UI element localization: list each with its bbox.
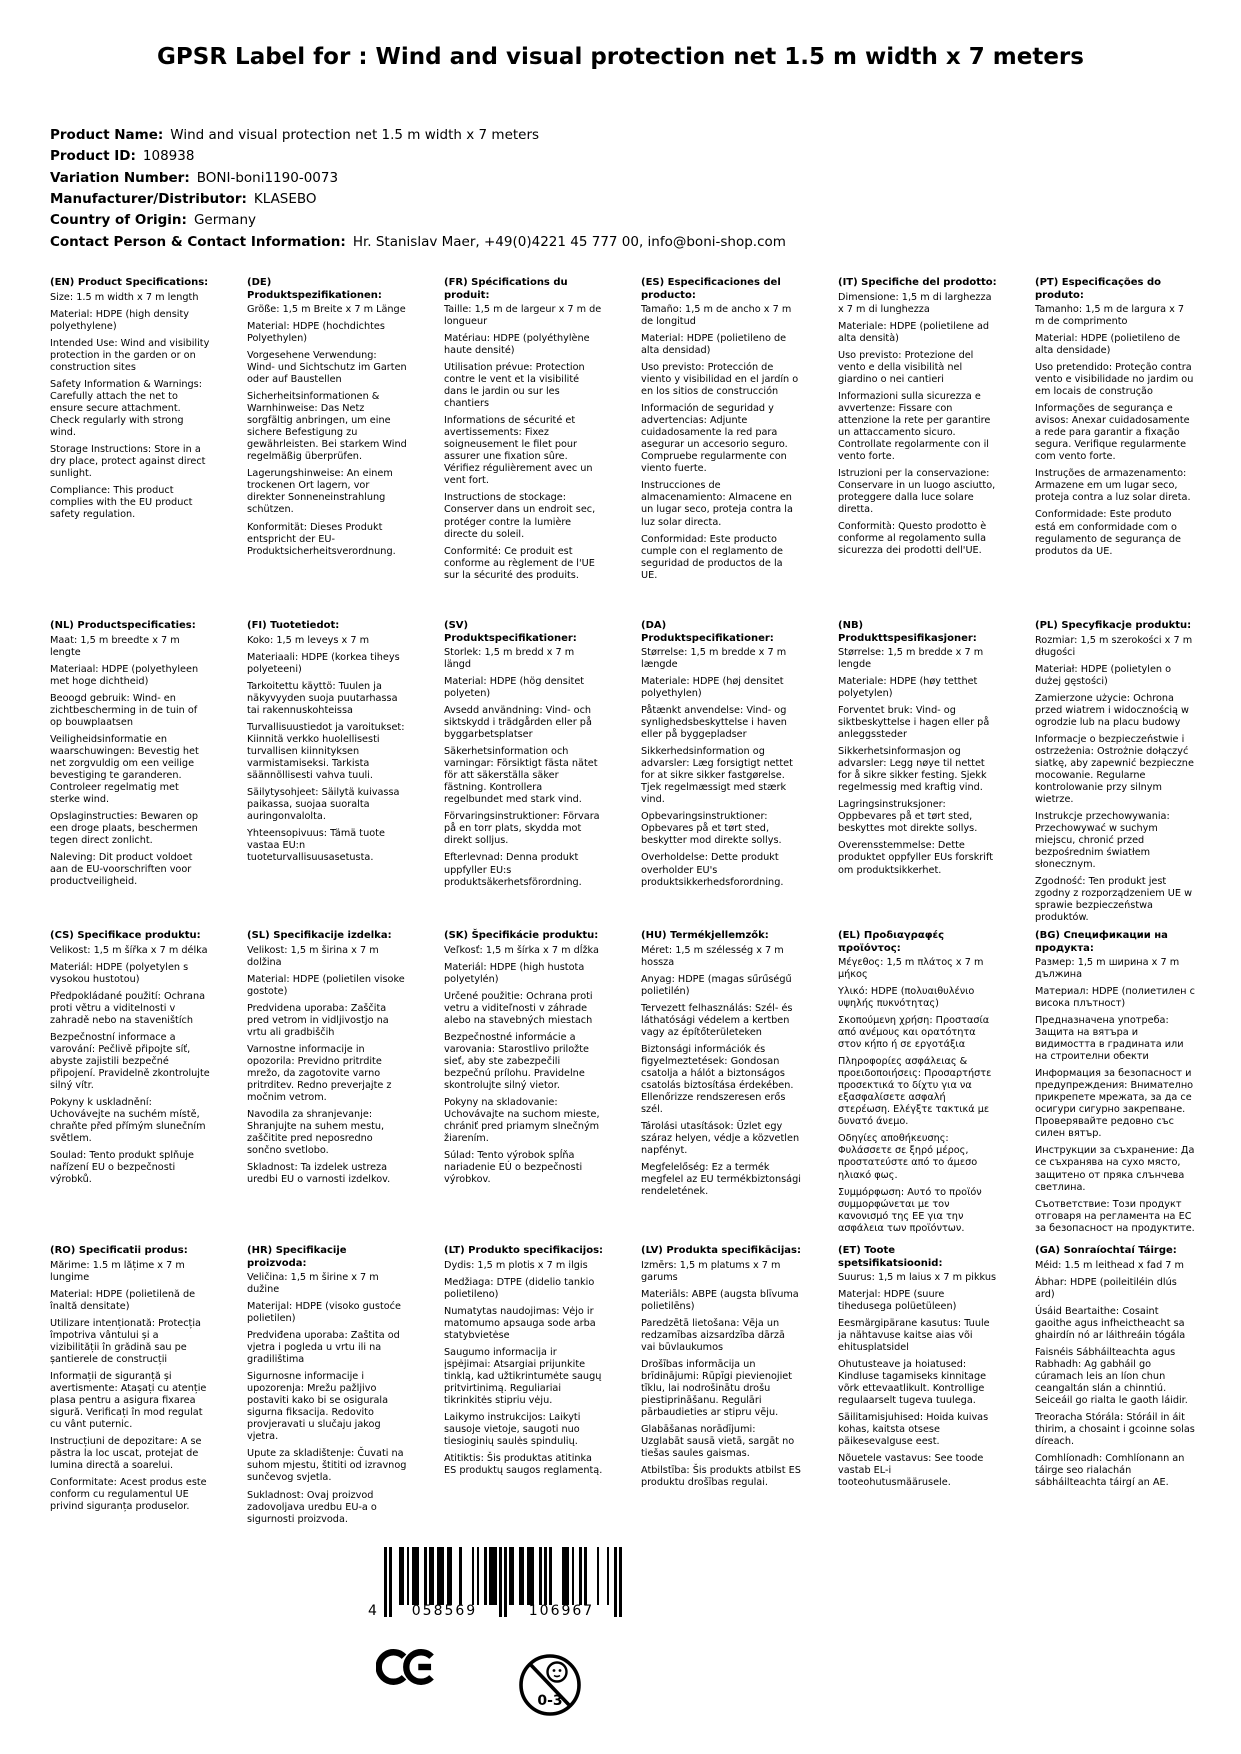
spec-block-header: (ES) Especificaciones del producto:: [641, 277, 781, 301]
spec-block-nb: [838, 620, 998, 930]
spec-paragraph: Instruções de armazenamento: Armazene em um lugar seco, proteja contra a luz solar direta.: [1035, 468, 1191, 504]
spec-paragraph: Υλικό: HDPE (πολυαιθυλένιο υψηλής πυκνότητας): [838, 986, 975, 1010]
spec-paragraph: Storage Instructions: Store in a dry place, protect against direct sunlight.: [50, 443, 206, 479]
spec-paragraph: Ábhar: HDPE (poileitiléin dlús ard): [1035, 1276, 1177, 1300]
spec-block-sv: [444, 620, 604, 930]
barcode: [368, 1547, 622, 1635]
age-warning-0-3-icon: [516, 1647, 584, 1723]
spec-paragraph: Sukladnost: Ovaj proizvod zadovoljava uredbu EU-a o sigurnosti proizvoda.: [247, 1489, 377, 1525]
product-info-line: [50, 232, 1191, 253]
spec-paragraph: Méret: 1,5 m szélesség x 7 m hossza: [641, 944, 784, 968]
spec-paragraph: Conformitate: Acest produs este conform cu regulamentul UE privind siguranța produselor.: [50, 1477, 207, 1513]
spec-block-header: (SK) Špecifikácie produktu:: [444, 930, 599, 942]
spec-block-header: (SL) Specifikacije izdelka:: [247, 930, 392, 942]
spec-block-header: (GA) Sonraíochtaí Táirge:: [1035, 1245, 1177, 1257]
spec-block-header: (SV) Produktspecifikationer:: [444, 620, 577, 644]
spec-paragraph: Instrukcje przechowywania: Przechowywać w suchym miejscu, chronić przed bezpośrednim światłem słonecznym.: [1035, 810, 1170, 871]
spec-block-it: [838, 277, 998, 620]
spec-paragraph: Förvaringsinstruktioner: Förvara på en torr plats, skydda mot direkt solljus.: [444, 811, 600, 847]
page-title: GPSR Label for : Wind and visual protection net 1.5 m width x 7 meters: [157, 44, 1084, 70]
spec-paragraph: Materijal: HDPE (visoko gustoće polietilen): [247, 1301, 401, 1325]
product-info-label: Manufacturer/Distributor:: [50, 191, 247, 208]
spec-paragraph: Sigurnosne informacije i upozorenja: Mrežu pažljivo postaviti kako bi se osigurala sigurna fiksacija. Redovito provjeravati u slučaju jakog vjetra.: [247, 1371, 389, 1443]
spec-block-header: (LT) Produkto specifikacijos:: [444, 1245, 604, 1257]
spec-paragraph: Tamanho: 1,5 m de largura x 7 m de comprimento: [1035, 304, 1185, 328]
spec-paragraph: Informații de siguranță și avertismente: Atașați cu atenție plasa pentru a asigura fixarea sigură. Verificați în mod regulat cu vânt puternic.: [50, 1370, 207, 1430]
spec-paragraph: Veľkosť: 1,5 m šírka x 7 m dĺžka: [444, 944, 599, 956]
spec-paragraph: Sikkerhedsinformation og advarsler: Læg forsigtigt nettet for at sikre sikker fastgørelse. Tjek regelmæssigt med stærk vind.: [641, 746, 793, 806]
spec-paragraph: Material: HDPE (polietileno de alta densidade): [1035, 333, 1181, 357]
spec-paragraph: Numatytas naudojimas: Vėjo ir matomumo apsauga sode arba statybvietėse: [444, 1305, 596, 1341]
spec-paragraph: Materjal: HDPE (suure tihedusega polüetüleen): [838, 1289, 957, 1313]
spec-paragraph: Safety Information & Warnings: Carefully attach the net to ensure secure attachment. Check regularly with strong wind.: [50, 378, 202, 438]
spec-paragraph: Μέγεθος: 1,5 m πλάτος x 7 m μήκος: [838, 957, 984, 981]
spec-paragraph: Paredzētā lietošana: Vēja un redzamības aizsardzība dārzā vai būvlaukumos: [641, 1317, 785, 1353]
spec-paragraph: Předpokládané použití: Ochrana proti větru a viditelnosti v zahradě nebo na staveništích: [50, 990, 206, 1026]
spec-block-header: (HR) Specifikacije proizvoda:: [247, 1245, 347, 1269]
spec-paragraph: Bezpečnostní informace a varování: Pečlivě připojte síť, abyste zajistili bezpečné připojení. Pravidelně zkontrolujte silný vítr.: [50, 1031, 210, 1091]
spec-block-ga: [1035, 1245, 1195, 1531]
spec-paragraph: Informacje o bezpieczeństwie i ostrzeżenia: Ostrożnie dołączyć siatkę, aby zapewnić bezpieczne mocowanie. Regularne kontrolowanie przy silnym wietrze.: [1035, 733, 1194, 805]
spec-block-da: [641, 620, 801, 930]
spec-paragraph: Materiál: HDPE (polyetylen s vysokou hustotou): [50, 961, 189, 985]
spec-block-header: (FR) Spécifications du produit:: [444, 277, 568, 301]
spec-paragraph: Compliance: This product complies with the EU product safety regulation.: [50, 484, 193, 521]
spec-paragraph: Maat: 1,5 m breedte x 7 m lengte: [50, 634, 180, 658]
product-info-label: Product Name:: [50, 127, 164, 144]
product-info-label: Product ID:: [50, 148, 136, 165]
spec-paragraph: Información de seguridad y advertencias: Adjunte cuidadosamente la red para asegurar un accesorio seguro. Compruebe regularmente con viento fuerte.: [641, 403, 788, 475]
spec-block-pl: [1035, 620, 1195, 930]
spec-paragraph: Overholdelse: Dette produkt overholder EU's produktsikkerhedsforordning.: [641, 852, 784, 888]
product-info-label: Country of Origin:: [50, 212, 187, 229]
spec-block-sl: [247, 930, 407, 1245]
spec-paragraph: Anyag: HDPE (magas sűrűségű polietilén): [641, 973, 792, 997]
spec-paragraph: Ohutusteave ja hoiatused: Kindluse tagamiseks kinnitage võrk ettevaatlikult. Kontrollige regulaarselt tugeva tuulega.: [838, 1359, 987, 1407]
spec-block-sk: [444, 930, 604, 1245]
spec-paragraph: Turvallisuustiedot ja varoitukset: Kiinnitä verkko huolellisesti turvallisen kiinnityksen varmistamiseksi. Tarkista säännöllisesti vahva tuuli.: [247, 721, 405, 781]
spec-block-de: [247, 277, 407, 620]
spec-paragraph: Информация за безопасност и предупреждения: Внимателно прикрепете мрежата, за да се осигури сигурно закрепване. Проверявайте редовно със силен вятър.: [1035, 1068, 1194, 1140]
spec-block-en: [50, 277, 210, 620]
spec-block-header: (CS) Specifikace produktu:: [50, 930, 201, 942]
spec-block-header: (BG) Спецификации на продукта:: [1035, 930, 1168, 954]
spec-paragraph: Treoracha Stórála: Stóráil in áit thirim, a chosaint i gcoinne solas díreach.: [1035, 1411, 1195, 1447]
spec-paragraph: Tamaño: 1,5 m de ancho x 7 m de longitud: [641, 304, 792, 328]
spec-paragraph: Πληροφορίες ασφάλειας & προειδοποιήσεις: Προσαρτήστε προσεκτικά το δίχτυ για να εξασφαλίσετε ασφαλή στερέωση. Ελέγξτε τακτικά με δυνατό άνεμο.: [838, 1056, 992, 1128]
spec-paragraph: Lagerungshinweise: An einem trockenen Ort lagern, vor direkter Sonneneinstrahlung schützen.: [247, 468, 393, 516]
spec-paragraph: Méid: 1.5 m leithead x fad 7 m: [1035, 1259, 1184, 1271]
spec-paragraph: Instrucciones de almacenamiento: Almacene en un lugar seco, proteja contra la luz solar directa.: [641, 480, 793, 528]
product-info-value: Hr. Stanislav Maer, +49(0)4221 45 777 00, info@boni-shop.com: [352, 233, 786, 250]
barcode-module: [619, 1547, 622, 1617]
spec-paragraph: Matériau: HDPE (polyéthylène haute densité): [444, 333, 590, 357]
spec-paragraph: Größe: 1,5 m Breite x 7 m Länge: [247, 304, 406, 316]
spec-paragraph: Predvidena uporaba: Zaščita pred vetrom in vidljivostjo na vrtu ali gradbiščih: [247, 1002, 389, 1038]
spec-paragraph: Varnostne informacije in opozorila: Previdno pritrdite mrežo, da zagotovite varno pritrditev. Redno preverjajte z močnim vetrom.: [247, 1043, 392, 1103]
product-info-value: 108938: [142, 148, 195, 165]
spec-paragraph: Tervezett felhasználás: Szél- és láthatósági védelem a kertben vagy az építőterületeken: [641, 1002, 793, 1038]
spec-paragraph: Rozmiar: 1,5 m szerokości x 7 m długości: [1035, 634, 1193, 658]
spec-paragraph: Zgodność: Ten produkt jest zgodny z rozporządzeniem UE w sprawie bezpieczeństwa produktów.: [1035, 876, 1193, 924]
spec-paragraph: Megfelelőség: Ez a termék megfelel az EU termékbiztonsági rendeletének.: [641, 1162, 801, 1198]
spec-block-header: (EN) Product Specifications:: [50, 277, 209, 289]
spec-paragraph: Материал: HDPE (полиетилен с висока плътност): [1035, 986, 1195, 1010]
spec-paragraph: Eesmärgipärane kasutus: Tuule ja nähtavuse kaitse aias või ehitusplatsidel: [838, 1318, 990, 1354]
spec-paragraph: Informazioni sulla sicurezza e avvertenze: Fissare con attenzione la rete per garantire un attaccamento sicuro. Controllate regolarmente con il vento forte.: [838, 390, 991, 462]
spec-paragraph: Laikymo instrukcijos: Laikyti sausoje vietoje, saugoti nuo tiesioginių saulės spindulių.: [444, 1411, 581, 1447]
spec-paragraph: Lagringsinstruksjoner: Oppbevares på et tørt sted, beskyttes mot direkte sollys.: [838, 799, 978, 835]
spec-block-fr: [444, 277, 604, 620]
spec-block-lt: [444, 1245, 604, 1531]
spec-paragraph: Medžiaga: DTPE (didelio tankio polietileno): [444, 1276, 595, 1300]
spec-paragraph: Påtænkt anvendelse: Vind- og synlighedsbeskyttelse i haven eller på byggepladser: [641, 705, 787, 741]
spec-paragraph: Materiał: HDPE (polietylen o dużej gęstości): [1035, 663, 1172, 687]
spec-block-header: (PL) Specyfikacje produktu:: [1035, 620, 1192, 632]
spec-paragraph: Veiligheidsinformatie en waarschuwingen: Bevestig het net zorgvuldig om een veilige bevestiging te garanderen. Controleer regelmatig met sterke wind.: [50, 733, 199, 805]
product-info-value: Germany: [193, 212, 256, 229]
spec-block-hr: [247, 1245, 407, 1531]
spec-block-header: (RO) Specificatii produs:: [50, 1245, 188, 1257]
spec-paragraph: Συμμόρφωση: Αυτό το προϊόν συμμορφώνεται με τον κανονισμό της ΕΕ για την ασφάλεια των προϊόντων.: [838, 1186, 982, 1234]
spec-paragraph: Vorgesehene Verwendung: Wind- und Sichtschutz im Garten oder auf Baustellen: [247, 350, 407, 386]
ce-mark-icon: [376, 1647, 434, 1687]
spec-paragraph: Konformität: Dieses Produkt entspricht der EU-Produktsicherheitsverordnung.: [247, 521, 396, 557]
spec-paragraph: Instructions de stockage: Conserver dans un endroit sec, protéger contre la lumière directe du soleil.: [444, 492, 596, 540]
spec-block-ro: [50, 1245, 210, 1531]
spec-paragraph: Skladnost: Ta izdelek ustreza uredbi EU o varnosti izdelkov.: [247, 1162, 391, 1186]
spec-paragraph: Opslaginstructies: Bewaren op een droge plaats, beschermen tegen direct zonlicht.: [50, 810, 199, 846]
product-info-value: BONI-boni1190-0073: [196, 169, 339, 186]
spec-paragraph: Dimensione: 1,5 m di larghezza x 7 m di lunghezza: [838, 291, 992, 315]
spec-block-header: (ET) Toote spetsifikatsioonid:: [838, 1245, 943, 1269]
spec-paragraph: Zamierzone użycie: Ochrona przed wiatrem i widocznością w ogrodzie lub na placu budowy: [1035, 692, 1189, 728]
spec-paragraph: Určené použitie: Ochrana proti vetru a viditeľnosti v záhrade alebo na stavebných miestach: [444, 990, 593, 1026]
spec-paragraph: Overensstemmelse: Dette produktet oppfyller EUs forskrift om produktsikkerhet.: [838, 840, 994, 876]
spec-paragraph: Soulad: Tento produkt splňuje nařízení EU o bezpečnosti výrobků.: [50, 1149, 194, 1186]
spec-paragraph: Opbevaringsinstruktioner: Opbevares på et tørt sted, beskytter mod direkte sollys.: [641, 811, 782, 847]
spec-paragraph: Glabāšanas norādījumi: Uzglabāt sausā vietā, sargāt no tiešas saules gaismas.: [641, 1423, 795, 1459]
spec-paragraph: Οδηγίες αποθήκευσης: Φυλάσσετε σε ξηρό μέρος, προστατεύστε από το άμεσο ηλιακό φως.: [838, 1133, 978, 1181]
product-info-value: Wind and visual protection net 1.5 m width x 7 meters: [170, 127, 540, 144]
spec-paragraph: Mărime: 1.5 m lățime x 7 m lungime: [50, 1259, 185, 1283]
spec-paragraph: Bezpečnostné informácie a varovania: Starostlivo priložte sieť, aby ste zabezpečili bezpečnú prílohu. Pravidelne skontrolujte silný vietor.: [444, 1031, 589, 1091]
spec-block-header: (NB) Produkttspesifikasjoner:: [838, 620, 977, 644]
spec-paragraph: Pokyny na skladovanie: Uchovávajte na suchom mieste, chrániť pred priamym slnečným žiarením.: [444, 1096, 600, 1144]
spec-paragraph: Materiale: HDPE (polietilene ad alta densità): [838, 320, 990, 344]
spec-paragraph: Material: HDPE (polietilen visoke gostote): [247, 973, 405, 997]
spec-paragraph: Beoogd gebruik: Wind- en zichtbescherming in de tuin of op bouwplaatsen: [50, 692, 198, 728]
barcode-digits-group2: 106967: [528, 1602, 595, 1619]
spec-paragraph: Biztonsági információk és figyelmeztetések: Gondosan csatolja a hálót a biztonságos csatolás biztosítása érdekében. Ellenőrizze rendszeresen erős szél.: [641, 1043, 794, 1115]
spec-paragraph: Instrucțiuni de depozitare: A se păstra la loc uscat, protejat de lumina directă a soarelui.: [50, 1435, 202, 1471]
spec-paragraph: Säilitamisjuhised: Hoida kuivas kohas, kaitsta otsese päikesevalguse eest.: [838, 1412, 989, 1448]
spec-paragraph: Intended Use: Wind and visibility protection in the garden or on construction sites: [50, 337, 210, 373]
spec-paragraph: Atitiktis: Šis produktas atitinka ES produktų saugos reglamentą.: [444, 1452, 603, 1476]
bottom-section: [50, 1547, 1191, 1723]
spec-block-nl: [50, 620, 210, 930]
spec-paragraph: Velikost: 1,5 m šířka x 7 m délka: [50, 944, 208, 956]
spec-block-cs: [50, 930, 210, 1245]
spec-paragraph: Sikkerhetsinformasjon og advarsler: Legg nøye til nettet for å sikre sikker festing. Sjekk regelmessig med kraftig vind.: [838, 746, 987, 794]
spec-paragraph: Størrelse: 1,5 m bredde x 7 m lengde: [838, 647, 984, 671]
spec-paragraph: Istruzioni per la conservazione: Conservare in un luogo asciutto, proteggere dalla luce solare diretta.: [838, 467, 996, 516]
spec-paragraph: Materiaal: HDPE (polyethyleen met hoge dichtheid): [50, 663, 199, 687]
product-info-line: [50, 146, 1191, 167]
spec-paragraph: Nõuetele vastavus: See toode vastab EL-i tooteohutusmäärusele.: [838, 1453, 984, 1489]
spec-paragraph: Efterlevnad: Denna produkt uppfyller EU:s produktsäkerhetsförordning.: [444, 852, 582, 888]
spec-paragraph: Uso pretendido: Proteção contra vento e visibilidade no jardim ou em locais de construção: [1035, 362, 1194, 398]
spec-paragraph: Material: HDPE (polietileno de alta densidad): [641, 333, 787, 357]
product-info-value: KLASEBO: [253, 191, 317, 208]
product-info: [50, 125, 1191, 253]
spec-paragraph: Saugumo informacija ir įspėjimai: Atsargiai prijunkite tinklą, kad užtikrintumėte saugų pritvirtinimą. Reguliariai tikrinkitės stipriu vėju.: [444, 1346, 602, 1406]
spec-paragraph: Naleving: Dit product voldoet aan de EU-voorschriften voor productveiligheid.: [50, 852, 193, 888]
spec-block-et: [838, 1245, 998, 1531]
spec-paragraph: Navodila za shranjevanje: Shranjujte na suhem mestu, zaščitite pred neposredno sončno svetlobo.: [247, 1108, 385, 1156]
spec-block-header: (NL) Productspecificaties:: [50, 620, 196, 632]
spec-paragraph: Koko: 1,5 m leveys x 7 m: [247, 634, 370, 646]
spec-paragraph: Úsáid Beartaithe: Cosaint gaoithe agus infheictheacht sa ghairdín nó ar láithreáin tógála: [1035, 1305, 1186, 1341]
spec-block-header: (PT) Especificações do produto:: [1035, 277, 1161, 301]
spec-paragraph: Materiale: HDPE (høj densitet polyethylen): [641, 676, 784, 700]
spec-paragraph: Σκοπούμενη χρήση: Προστασία από ανέμους και ορατότητα στον κήπο ή σε εργοτάξια: [838, 1015, 990, 1051]
spec-paragraph: Dydis: 1,5 m plotis x 7 m ilgis: [444, 1259, 588, 1271]
spec-paragraph: Faisnéis Sábháilteachta agus Rabhadh: Ag gabháil go cúramach leis an líon chun ceangaltán slán a chinntiú. Seiceáil go rialta le gaoth láidir.: [1035, 1346, 1188, 1406]
spec-paragraph: Upute za skladištenje: Čuvati na suhom mjestu, štititi od izravnog sunčevog svjetla.: [247, 1448, 407, 1484]
spec-paragraph: Material: HDPE (polietilenă de înaltă densitate): [50, 1288, 196, 1312]
product-info-line: [50, 189, 1191, 210]
spec-paragraph: Conformidade: Este produto está em conformidade com o regulamento de segurança de produtos da UE.: [1035, 509, 1181, 557]
spec-block-bg: [1035, 930, 1195, 1245]
product-info-label: Variation Number:: [50, 169, 190, 186]
spec-paragraph: Drošības informācija un brīdinājumi: Rūpīgi pievienojiet tīklu, lai nodrošinātu drošu piestiprināšanu. Regulāri pārbaudieties ar stipru vēju.: [641, 1358, 793, 1418]
spec-paragraph: Säilytysohjeet: Säilytä kuivassa paikassa, suojaa suoralta auringonvalolta.: [247, 786, 400, 822]
spec-block-header: (LV) Produkta specifikācijas:: [641, 1245, 801, 1257]
spec-paragraph: Comhlíonadh: Comhlíonann an táirge seo rialachán sábháilteachta táirgí an AE.: [1035, 1452, 1185, 1489]
spec-paragraph: Pokyny k uskladnění: Uchovávejte na suchém místě, chraňte před přímým slunečním světlem.: [50, 1096, 206, 1144]
spec-paragraph: Materiaali: HDPE (korkea tiheys polyeteeni): [247, 651, 400, 675]
spec-paragraph: Предназначена употреба: Защита на вятъра и видимостта в градината или на строителни обекти: [1035, 1015, 1184, 1063]
product-info-line: [50, 168, 1191, 189]
spec-paragraph: Atbilstība: Šis produkts atbilst ES produktu drošības regulai.: [641, 1464, 801, 1489]
compliance-symbols: [376, 1647, 1191, 1723]
age-warning-label: 0-3: [537, 1692, 563, 1709]
spec-paragraph: Conformité: Ce produit est conforme au règlement de l'UE sur la sécurité des produits.: [444, 545, 595, 581]
spec-block-hu: [641, 930, 801, 1245]
spec-paragraph: Suurus: 1,5 m laius x 7 m pikkus: [838, 1272, 997, 1284]
spec-paragraph: Uso previsto: Protección de viento y visibilidad en el jardín o en los sitios de construcción: [641, 362, 799, 398]
spec-paragraph: Säkerhetsinformation och varningar: Försiktigt fästa nätet för att säkerställa säker fästning. Kontrollera regelbundet med stark vind.: [444, 746, 598, 806]
product-info-label: Contact Person & Contact Information:: [50, 233, 346, 250]
spec-paragraph: Размер: 1,5 m ширина x 7 m дължина: [1035, 957, 1180, 981]
spec-paragraph: Sicherheitsinformationen & Warnhinweise: Das Netz sorgfältig anbringen, um eine sichere Befestigung zu gewährleisten. Bei starkem Wind regelmäßig überprüfen.: [247, 391, 407, 463]
spec-paragraph: Velikost: 1,5 m širina x 7 m dolžina: [247, 944, 379, 968]
spec-paragraph: Utilisation prévue: Protection contre le vent et la visibilité dans le jardin ou sur les chantiers: [444, 362, 585, 410]
spec-block-header: (EL) Προδιαγραφές προϊόντος:: [838, 930, 945, 954]
language-grid: [50, 277, 1195, 1531]
spec-paragraph: Conformidad: Este producto cumple con el reglamento de seguridad de productos de la UE.: [641, 533, 783, 581]
spec-paragraph: Material: HDPE (high density polyethylene): [50, 308, 189, 332]
spec-paragraph: Yhteensopivuus: Tämä tuote vastaa EU:n tuoteturvallisuusasetusta.: [247, 827, 385, 864]
spec-paragraph: Avsedd användning: Vind- och siktskydd i trädgården eller på byggarbetsplatser: [444, 705, 592, 741]
spec-paragraph: Informações de segurança e avisos: Anexar cuidadosamente a rede para garantir a fixação segura. Verifique regularmente com vento forte.: [1035, 403, 1190, 463]
spec-paragraph: Materiál: HDPE (high hustota polyetylén): [444, 961, 585, 985]
spec-block-header: (DE) Produktspezifikationen:: [247, 277, 382, 301]
spec-paragraph: Materiale: HDPE (høy tetthet polyetylen): [838, 676, 978, 700]
spec-paragraph: Taille: 1,5 m de largeur x 7 m de longueur: [444, 304, 602, 328]
spec-paragraph: Størrelse: 1,5 m bredde x 7 m længde: [641, 647, 787, 671]
spec-block-el: [838, 930, 998, 1245]
spec-paragraph: Size: 1.5 m width x 7 m length: [50, 291, 199, 303]
spec-paragraph: Súlad: Tento výrobok spĺňa nariadenie EÚ o bezpečnosti výrobkov.: [444, 1149, 583, 1186]
barcode-digits-group1: 058569: [411, 1602, 478, 1619]
product-info-line: [50, 210, 1191, 231]
spec-paragraph: Material: HDPE (hög densitet polyeten): [444, 676, 585, 700]
spec-block-header: (DA) Produktspecifikationer:: [641, 620, 774, 644]
spec-block-es: [641, 277, 801, 620]
spec-block-header: (FI) Tuotetiedot:: [247, 620, 340, 632]
spec-paragraph: Forventet bruk: Vind- og siktbeskyttelse i hagen eller på anleggssteder: [838, 705, 990, 741]
spec-block-lv: [641, 1245, 801, 1531]
barcode-digit-left: 4: [368, 1602, 377, 1619]
spec-paragraph: Predviđena uporaba: Zaštita od vjetra i pogleda u vrtu ili na gradilištima: [247, 1330, 400, 1366]
spec-paragraph: Съответствие: Този продукт отговаря на регламента на ЕС за безопасност на продуктите.: [1035, 1198, 1195, 1234]
spec-paragraph: Uso previsto: Protezione del vento e della visibilità nel giardino o nei cantieri: [838, 349, 974, 385]
product-info-line: [50, 125, 1191, 146]
spec-block-header: (IT) Specifiche del prodotto:: [838, 277, 997, 289]
spec-paragraph: Informations de sécurité et avertissements: Fixez soigneusement le filet pour assurer une fixation sûre. Vérifiez régulièrement avec un vent fort.: [444, 415, 593, 487]
spec-paragraph: Utilizare intenționată: Protecția împotriva vântului și a vizibilității în grădină sau pe șantierele de construcții: [50, 1317, 201, 1365]
spec-paragraph: Material: HDPE (hochdichtes Polyethylen): [247, 321, 385, 345]
spec-block-fi: [247, 620, 407, 930]
spec-block-pt: [1035, 277, 1195, 620]
spec-paragraph: Veličina: 1,5 m širine x 7 m dužine: [247, 1272, 379, 1296]
spec-paragraph: Tárolási utasítások: Üzlet egy száraz helyen, védje a közvetlen napfényt.: [641, 1120, 800, 1156]
spec-paragraph: Tarkoitettu käyttö: Tuulen ja näkyvyyden suoja puutarhassa tai rakennuskohteissa: [247, 680, 398, 716]
spec-paragraph: Conformità: Questo prodotto è conforme al regolamento sulla sicurezza dei prodotti dell'UE.: [838, 521, 987, 557]
spec-paragraph: Storlek: 1,5 m bredd x 7 m längd: [444, 647, 575, 671]
spec-paragraph: Materiāls: ABPE (augsta blīvuma polietilēns): [641, 1288, 799, 1312]
spec-block-header: (HU) Termékjellemzők:: [641, 930, 769, 942]
spec-paragraph: Izmērs: 1,5 m platums x 7 m garums: [641, 1259, 781, 1283]
spec-paragraph: Инструкции за съхранение: Да се съхранява на сухо място, защитено от пряка слънчева светлина.: [1035, 1145, 1195, 1193]
